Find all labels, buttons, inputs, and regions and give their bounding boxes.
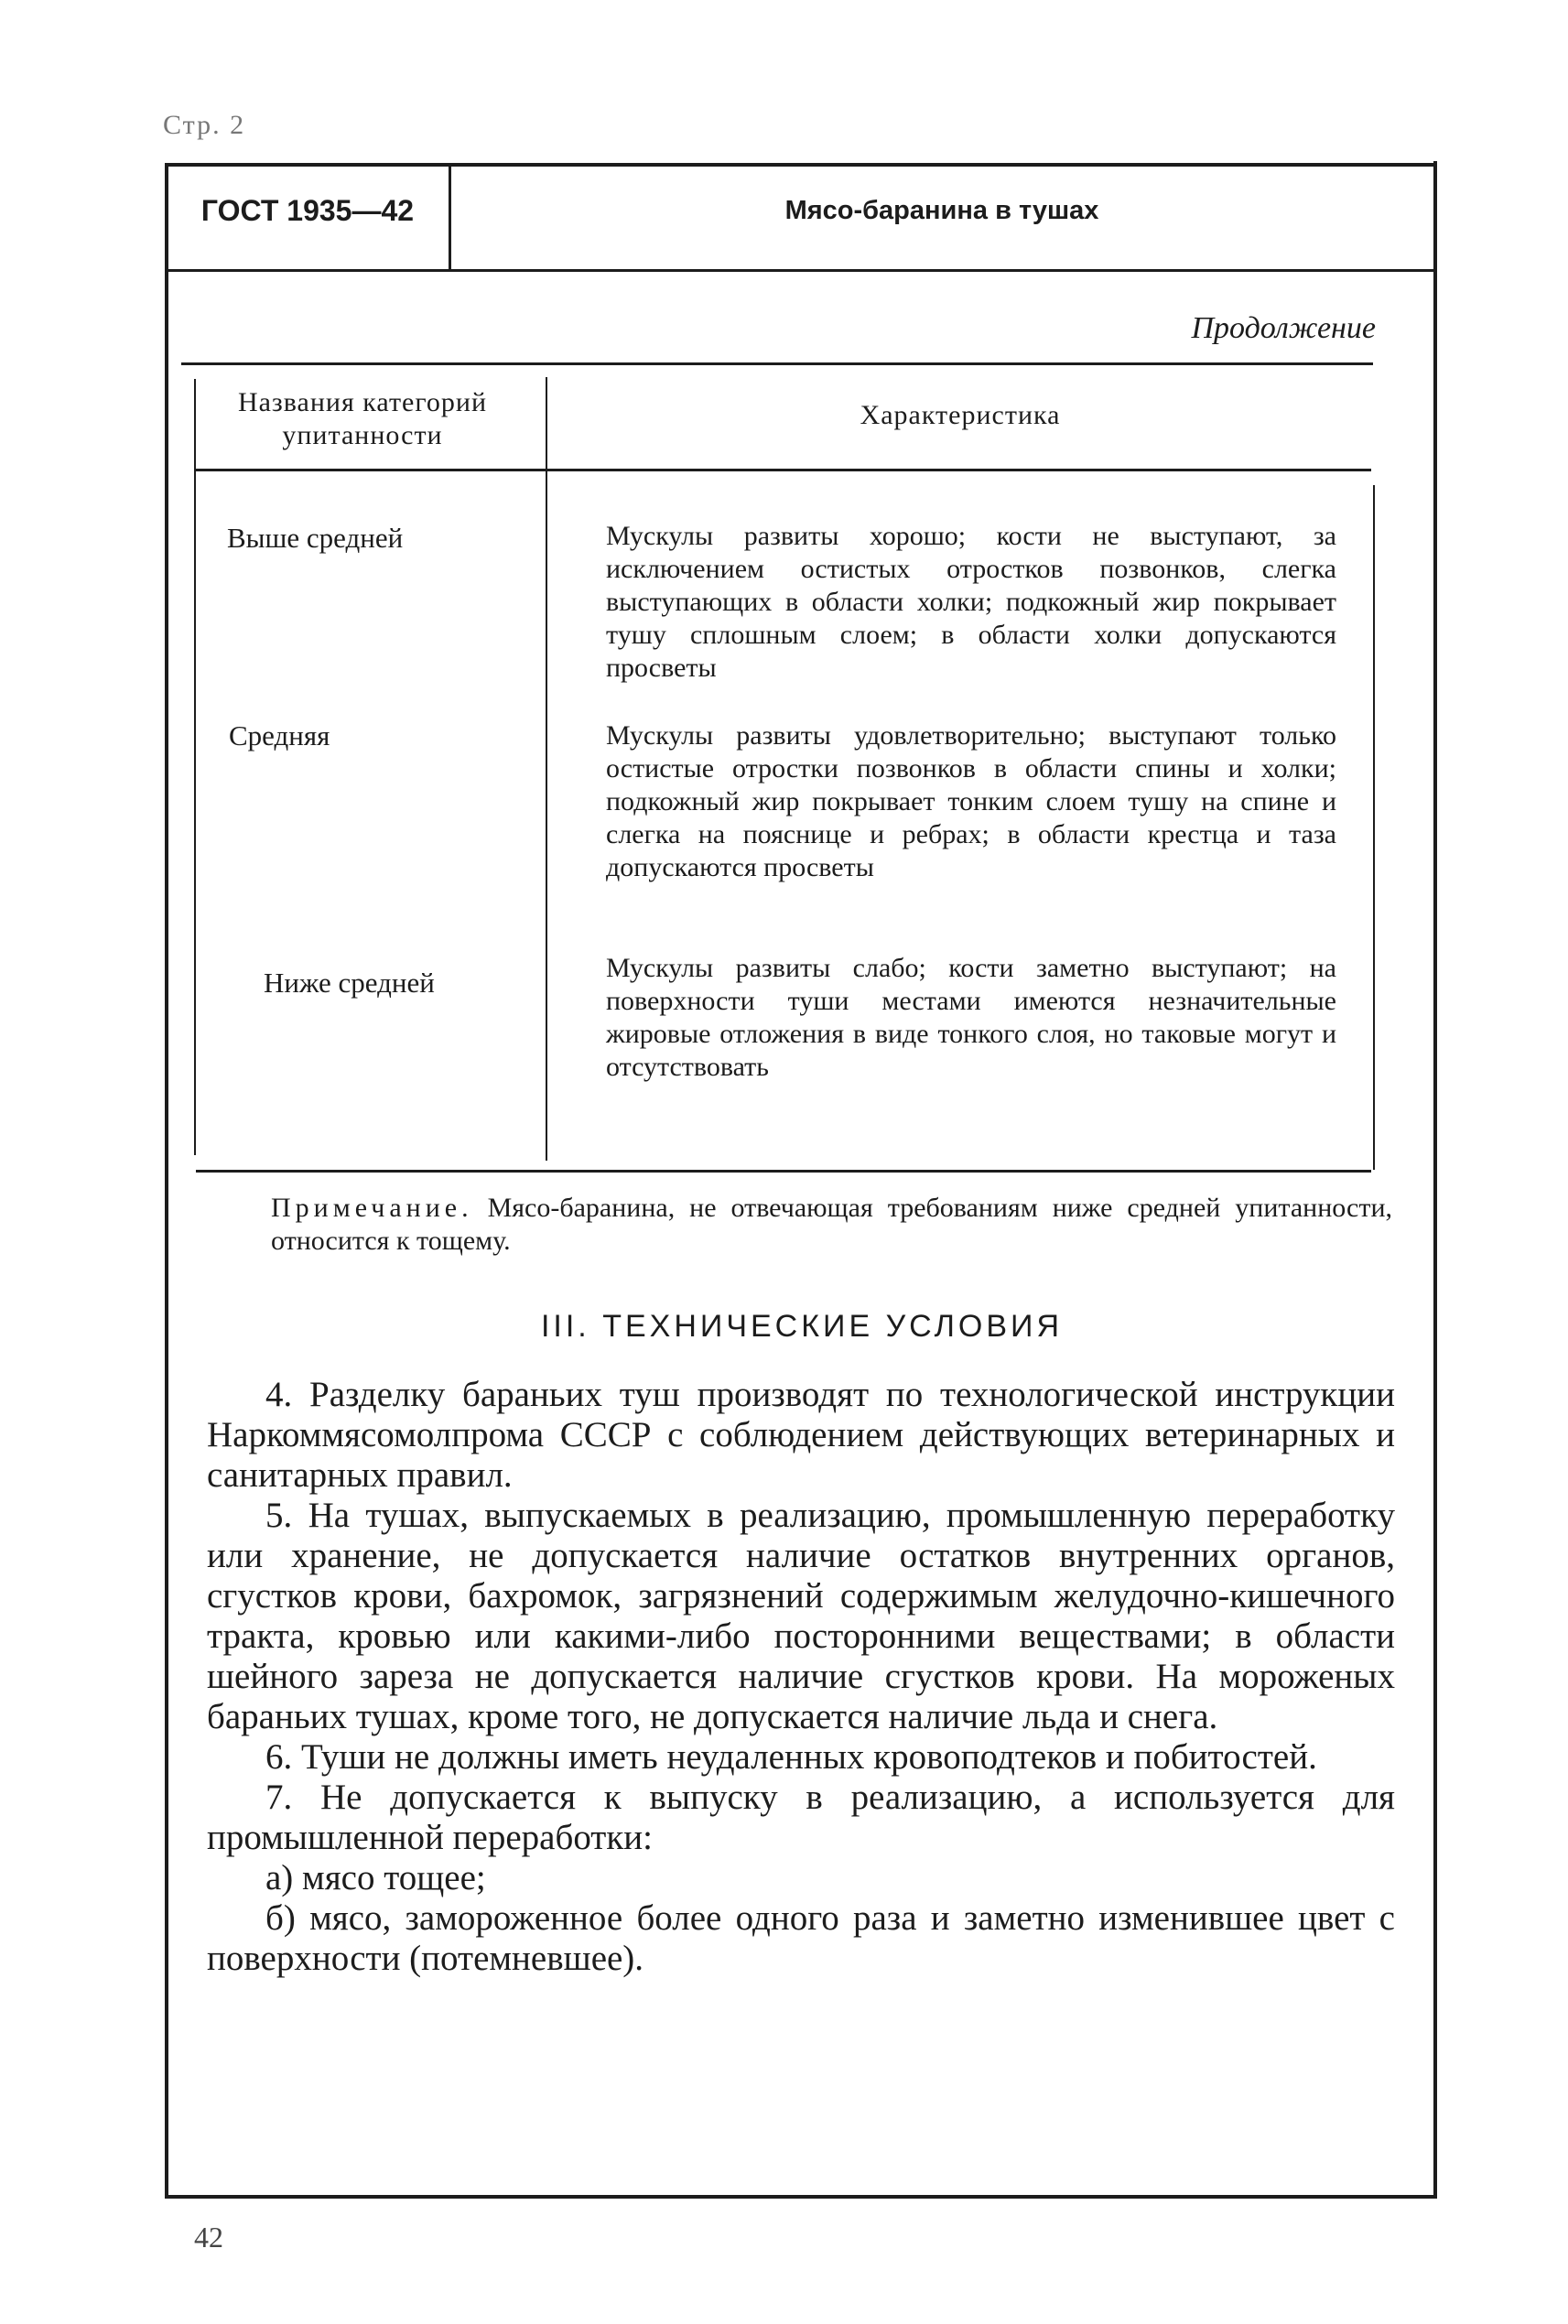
frame-left-border (165, 165, 168, 2197)
table-note (271, 1192, 1392, 1258)
table-column-rule (546, 377, 547, 1161)
paragraph: 6. Туши не должны иметь неудаленных кровоподтеков и побитостей. (265, 1737, 1317, 1777)
header-bottom-rule (165, 269, 1437, 272)
section-body (207, 1375, 1395, 1979)
paragraph: 4. Разделку бараньих туш производят по технологической инструкции Наркоммясомолпрома СССР с соблюдением действующих ветеринарных и санитарных правил. (207, 1375, 1395, 1495)
frame-right-border (1433, 161, 1437, 2195)
table-top-rule (181, 362, 1373, 365)
table-row-description: Мускулы развиты слабо; кости заметно выступают; на поверхности туши местами имеются незначительные жировые отложения в виде тонкого слоя, но таковые могут и отсутствовать (606, 953, 1336, 1082)
gost-number: ГОСТ 1935—42 (200, 194, 415, 227)
table-row-category: Выше средней (227, 522, 404, 554)
table-row-description: Мускулы развиты удовлетворительно; выступают только остистые отростки позвонков в области спины и холки; подкожный жир покрывает тонким слоем тушу на спине и слегка на пояснице и ребрах; в области крестца и таза допускаются просветы (606, 720, 1336, 882)
list-item: б) мясо, замороженное более одного раза и заметно изменившее цвет с поверхности (потемневшее). (207, 1898, 1395, 1978)
continued-label: Продолжение (1191, 311, 1376, 345)
table-header-rule (194, 469, 1371, 471)
paragraph: 5. На тушах, выпускаемых в реализацию, промышленную переработку или хранение, не допускается наличие остатков внутренних органов, сгустков крови, бахромок, загрязнений содержимым желудочно-кишечного тракта, кровью или какими-либо посторонними веществами; в области шейного зареза не допускается наличие сгустков крови. На мороженых бараньих тушах, кроме того, не допускается наличие льда и снега. (207, 1496, 1395, 1736)
page-number: 42 (194, 2221, 223, 2254)
list-item: а) мясо тощее; (265, 1858, 486, 1897)
note-text: Мясо-баранина, не отвечающая требованиям ниже средней упитанности, относится к тощему. (271, 1193, 1393, 1256)
table-row-category: Ниже средней (264, 967, 435, 999)
column-header-category: Названия категорий упитанности (237, 387, 488, 450)
frame-bottom-border (165, 2195, 1437, 2199)
page-label: Стр. 2 (163, 110, 246, 140)
table-right-rule (1373, 485, 1375, 1170)
note-label: Примечание. (271, 1193, 473, 1223)
paragraph: 7. Не допускается к выпуску в реализацию, а используется для промышленной переработки: (207, 1778, 1395, 1857)
table-row-description: Мускулы развиты хорошо; кости не выступают, за исключением остистых отростков позвонков, слегка выступающих в области холки; подкожный жир покрывает тушу сплошным слоем; в области холки допускаются просветы (606, 521, 1336, 683)
header-divider (449, 167, 451, 269)
table-left-rule (194, 379, 196, 1155)
table-row-category: Средняя (229, 719, 330, 751)
frame-top-border (165, 163, 1437, 167)
section-title: III. ТЕХНИЧЕСКИЕ УСЛОВИЯ (540, 1309, 1064, 1344)
column-header-characteristic: Характеристика (860, 400, 1061, 430)
document-title: Мясо-баранина в тушах (784, 196, 1099, 225)
table-bottom-rule (196, 1170, 1371, 1173)
